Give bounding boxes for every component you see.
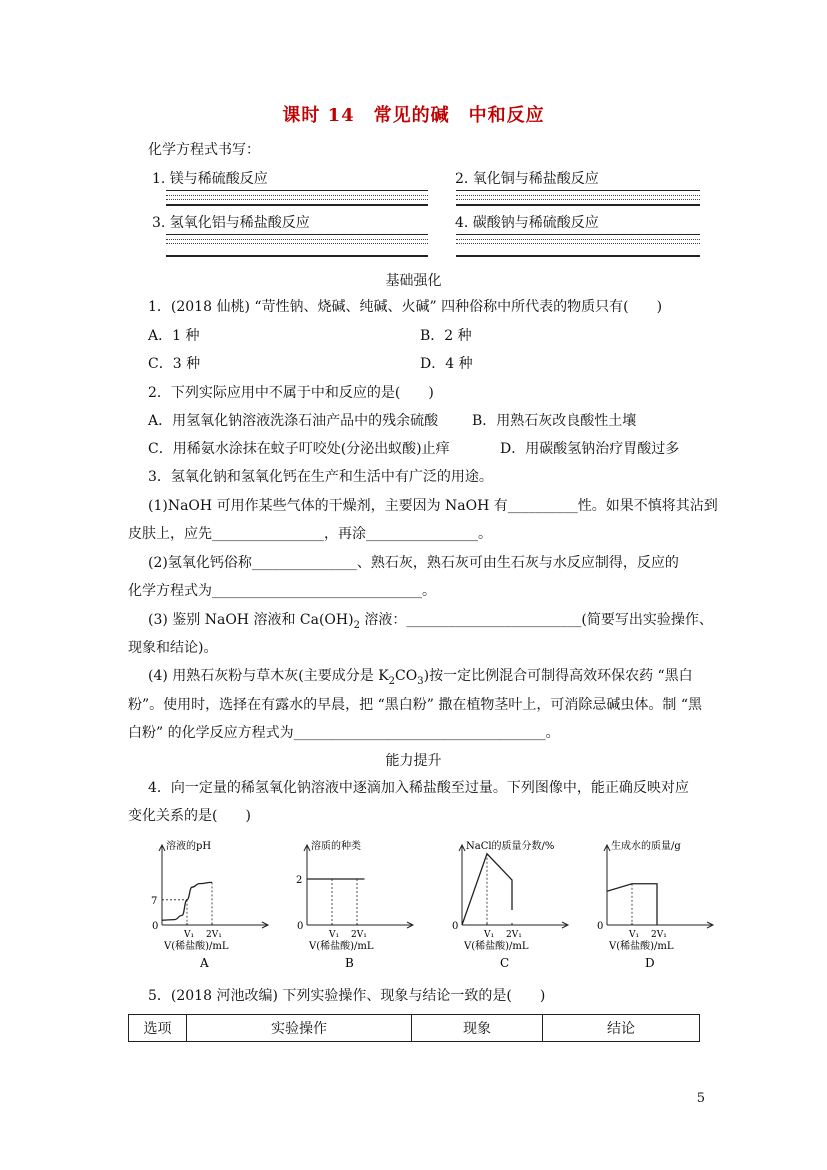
table-header-option: 选项 (129, 1015, 187, 1042)
graph-d (585, 833, 735, 968)
q5-table (128, 1014, 700, 1042)
origin-label: 0 (297, 921, 304, 932)
q2-option-d: D．用碳酸氢钠治疗胃酸过多 (500, 441, 680, 457)
origin-label: 0 (152, 921, 159, 932)
table-header-conclusion: 结论 (543, 1015, 700, 1042)
graph-label: A (200, 956, 209, 968)
q3-part2-line2: 化学方程式为______________________________。 (128, 583, 436, 599)
q1-option-d: D．4 种 (420, 356, 473, 372)
section-advanced: 能力提升 (385, 753, 442, 769)
table-header-phenomenon: 现象 (412, 1015, 543, 1042)
origin-label: 0 (597, 921, 604, 932)
y-axis-label: 生成水的质量/g (611, 841, 681, 852)
x-axis-label: V(稀盐酸)/mL (609, 941, 674, 952)
x-axis-label: V(稀盐酸)/mL (464, 941, 529, 952)
q1-stem: 1．(2018 仙桃) “苛性钠、烧碱、纯碱、火碱” 四种俗称中所代表的物质只有( ) (148, 299, 663, 315)
q4-stem-line2: 变化关系的是( ) (128, 808, 251, 824)
q3-part3-line2: 现象和结论)。 (128, 640, 218, 656)
y-tick-label: 7 (151, 895, 158, 907)
equation-item-4: 4. 碳酸钠与稀硫酸反应 (455, 215, 599, 231)
y-axis-label: 溶液的pH (166, 841, 212, 852)
q3-part1-line2: 皮肤上，应先________________，再涂________________。 (128, 526, 492, 542)
graph-label: B (345, 956, 354, 968)
x-axis-label: V(稀盐酸)/mL (309, 941, 374, 952)
page-title: 课时 14 常见的碱 中和反应 (282, 105, 545, 126)
q2-option-b: B．用熟石灰改良酸性土壤 (472, 413, 637, 429)
q3-stem: 3．氢氧化钠和氢氧化钙在生产和生活中有广泛的用途。 (148, 469, 493, 485)
q1-option-b: B．2 种 (420, 328, 472, 344)
equations-heading: 化学方程式书写： (148, 142, 260, 158)
x-tick-label: V₁ (184, 930, 195, 940)
graph-c (440, 833, 590, 968)
q1-option-c: C．3 种 (148, 356, 201, 372)
x-tick-label: 2V₁ (506, 930, 522, 940)
graph-label: C (500, 956, 510, 968)
q3-part2-line1: (2)氢氧化钙俗称_______________、熟石灰，熟石灰可由生石灰与水反应制得，反应的 (148, 555, 679, 571)
x-tick-label: V₁ (629, 930, 640, 940)
x-tick-label: V₁ (484, 930, 495, 940)
graph-b (285, 833, 435, 968)
q2-stem: 2．下列实际应用中不属于中和反应的是( ) (148, 385, 434, 401)
y-axis-label: NaCl的质量分数/% (466, 841, 555, 852)
table-header-operation: 实验操作 (187, 1015, 412, 1042)
x-tick-label: V₁ (329, 930, 340, 940)
q3-part3-line1: (3) 鉴别 NaOH 溶液和 $Ca(OH)_2$ 溶液：_________________________(简要写出实验操作、 (148, 612, 713, 631)
q2-option-a: A．用氢氧化钠溶液洗涤石油产品中的残余硫酸 (148, 413, 439, 429)
table-row (129, 1015, 700, 1042)
q2-option-c: C．用稀氨水涂抹在蚊子叮咬处(分泌出蚁酸)止痒 (148, 441, 450, 457)
origin-label: 0 (452, 921, 459, 932)
q3-part4-line1: (4) 用熟石灰粉与草木灰(主要成分是 $K_2CO_3$)按一定比例混合可制得高效环保农药 “黑白 (148, 668, 693, 687)
equation-item-3: 3. 氢氧化铝与稀盐酸反应 (152, 215, 310, 231)
graph-label: D (645, 956, 655, 968)
q3-part4-line2: 粉”。使用时，选择在有露水的早晨，把 “黑白粉” 撒在植物茎叶上，可消除忌碱虫体。制 “黑 (128, 697, 702, 713)
equation-item-1: 1. 镁与稀硫酸反应 (152, 171, 268, 187)
section-basic: 基础强化 (385, 273, 442, 289)
x-tick-label: 2V₁ (651, 930, 667, 940)
q5-stem: 5．(2018 河池改编) 下列实验操作、现象与结论一致的是( ) (148, 988, 546, 1004)
x-axis-label: V(稀盐酸)/mL (164, 941, 229, 952)
equation-item-2: 2. 氧化铜与稀盐酸反应 (455, 171, 599, 187)
page-number: 5 (696, 1091, 705, 1106)
q3-part1-line1: (1)NaOH 可用作某些气体的干燥剂，主要因为 NaOH 有__________性。如果不慎将其沾到 (148, 498, 718, 514)
graph-a (140, 833, 290, 968)
x-tick-label: 2V₁ (351, 930, 367, 940)
y-tick-label: 2 (296, 875, 303, 886)
q3-part4-line3: 白粉” 的化学反应方程式为____________________________________。 (128, 725, 560, 741)
x-tick-label: 2V₁ (206, 930, 222, 940)
q1-option-a: A．1 种 (148, 328, 200, 344)
q4-stem-line1: 4．向一定量的稀氢氧化钠溶液中逐滴加入稀盐酸至过量。下列图像中，能正确反映对应 (148, 780, 689, 796)
y-axis-label: 溶质的种类 (311, 841, 361, 852)
